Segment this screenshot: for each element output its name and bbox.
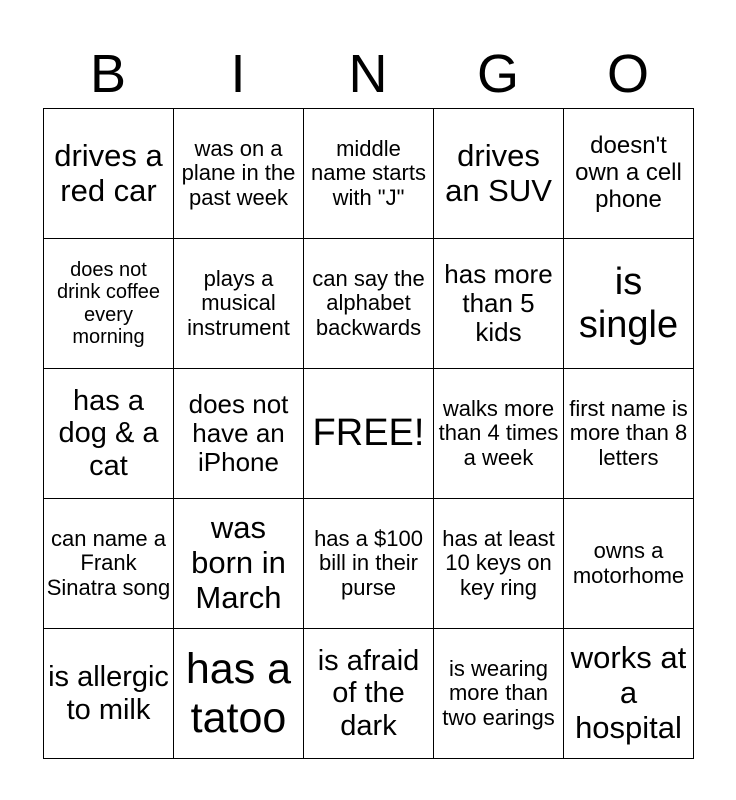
bingo-cell[interactable]: is single bbox=[564, 239, 694, 369]
bingo-row bbox=[44, 629, 694, 759]
bingo-card-grid bbox=[43, 108, 694, 759]
bingo-cell[interactable]: does not have an iPhone bbox=[174, 369, 304, 499]
bingo-cell[interactable]: is afraid of the dark bbox=[304, 629, 434, 759]
bingo-cell[interactable]: is allergic to milk bbox=[44, 629, 174, 759]
bingo-cell[interactable]: plays a musical instrument bbox=[174, 239, 304, 369]
bingo-cell[interactable]: has a tatoo bbox=[174, 629, 304, 759]
free-space-cell[interactable]: FREE! bbox=[304, 369, 434, 499]
bingo-row bbox=[44, 109, 694, 239]
bingo-cell[interactable]: can name a Frank Sinatra song bbox=[44, 499, 174, 629]
bingo-cell[interactable]: is wearing more than two earings bbox=[434, 629, 564, 759]
bingo-cell[interactable]: drives a red car bbox=[44, 109, 174, 239]
bingo-cell[interactable]: first name is more than 8 letters bbox=[564, 369, 694, 499]
bingo-row bbox=[44, 369, 694, 499]
bingo-cell[interactable]: was on a plane in the past week bbox=[174, 109, 304, 239]
bingo-cell[interactable]: can say the alphabet backwards bbox=[304, 239, 434, 369]
header-letter-b: B bbox=[89, 44, 127, 104]
bingo-cell[interactable]: works at a hospital bbox=[564, 629, 694, 759]
bingo-cell[interactable]: has at least 10 keys on key ring bbox=[434, 499, 564, 629]
bingo-cell[interactable]: was born in March bbox=[174, 499, 304, 629]
header-letter-n: N bbox=[348, 44, 388, 104]
bingo-cell[interactable]: has a dog & a cat bbox=[44, 369, 174, 499]
bingo-cell[interactable]: walks more than 4 times a week bbox=[434, 369, 564, 499]
bingo-cell[interactable]: drives an SUV bbox=[434, 109, 564, 239]
bingo-cell[interactable]: does not drink coffee every morning bbox=[44, 239, 174, 369]
bingo-row bbox=[44, 239, 694, 369]
bingo-header bbox=[43, 40, 693, 108]
header-letter-o: O bbox=[606, 44, 649, 104]
bingo-cell[interactable]: has a $100 bill in their purse bbox=[304, 499, 434, 629]
bingo-cell[interactable]: has more than 5 kids bbox=[434, 239, 564, 369]
bingo-cell[interactable]: middle name starts with "J" bbox=[304, 109, 434, 239]
bingo-cell[interactable]: doesn't own a cell phone bbox=[564, 109, 694, 239]
header-letter-i: I bbox=[230, 44, 246, 104]
header-letter-g: G bbox=[476, 44, 519, 104]
bingo-cell[interactable]: owns a motorhome bbox=[564, 499, 694, 629]
bingo-row bbox=[44, 499, 694, 629]
